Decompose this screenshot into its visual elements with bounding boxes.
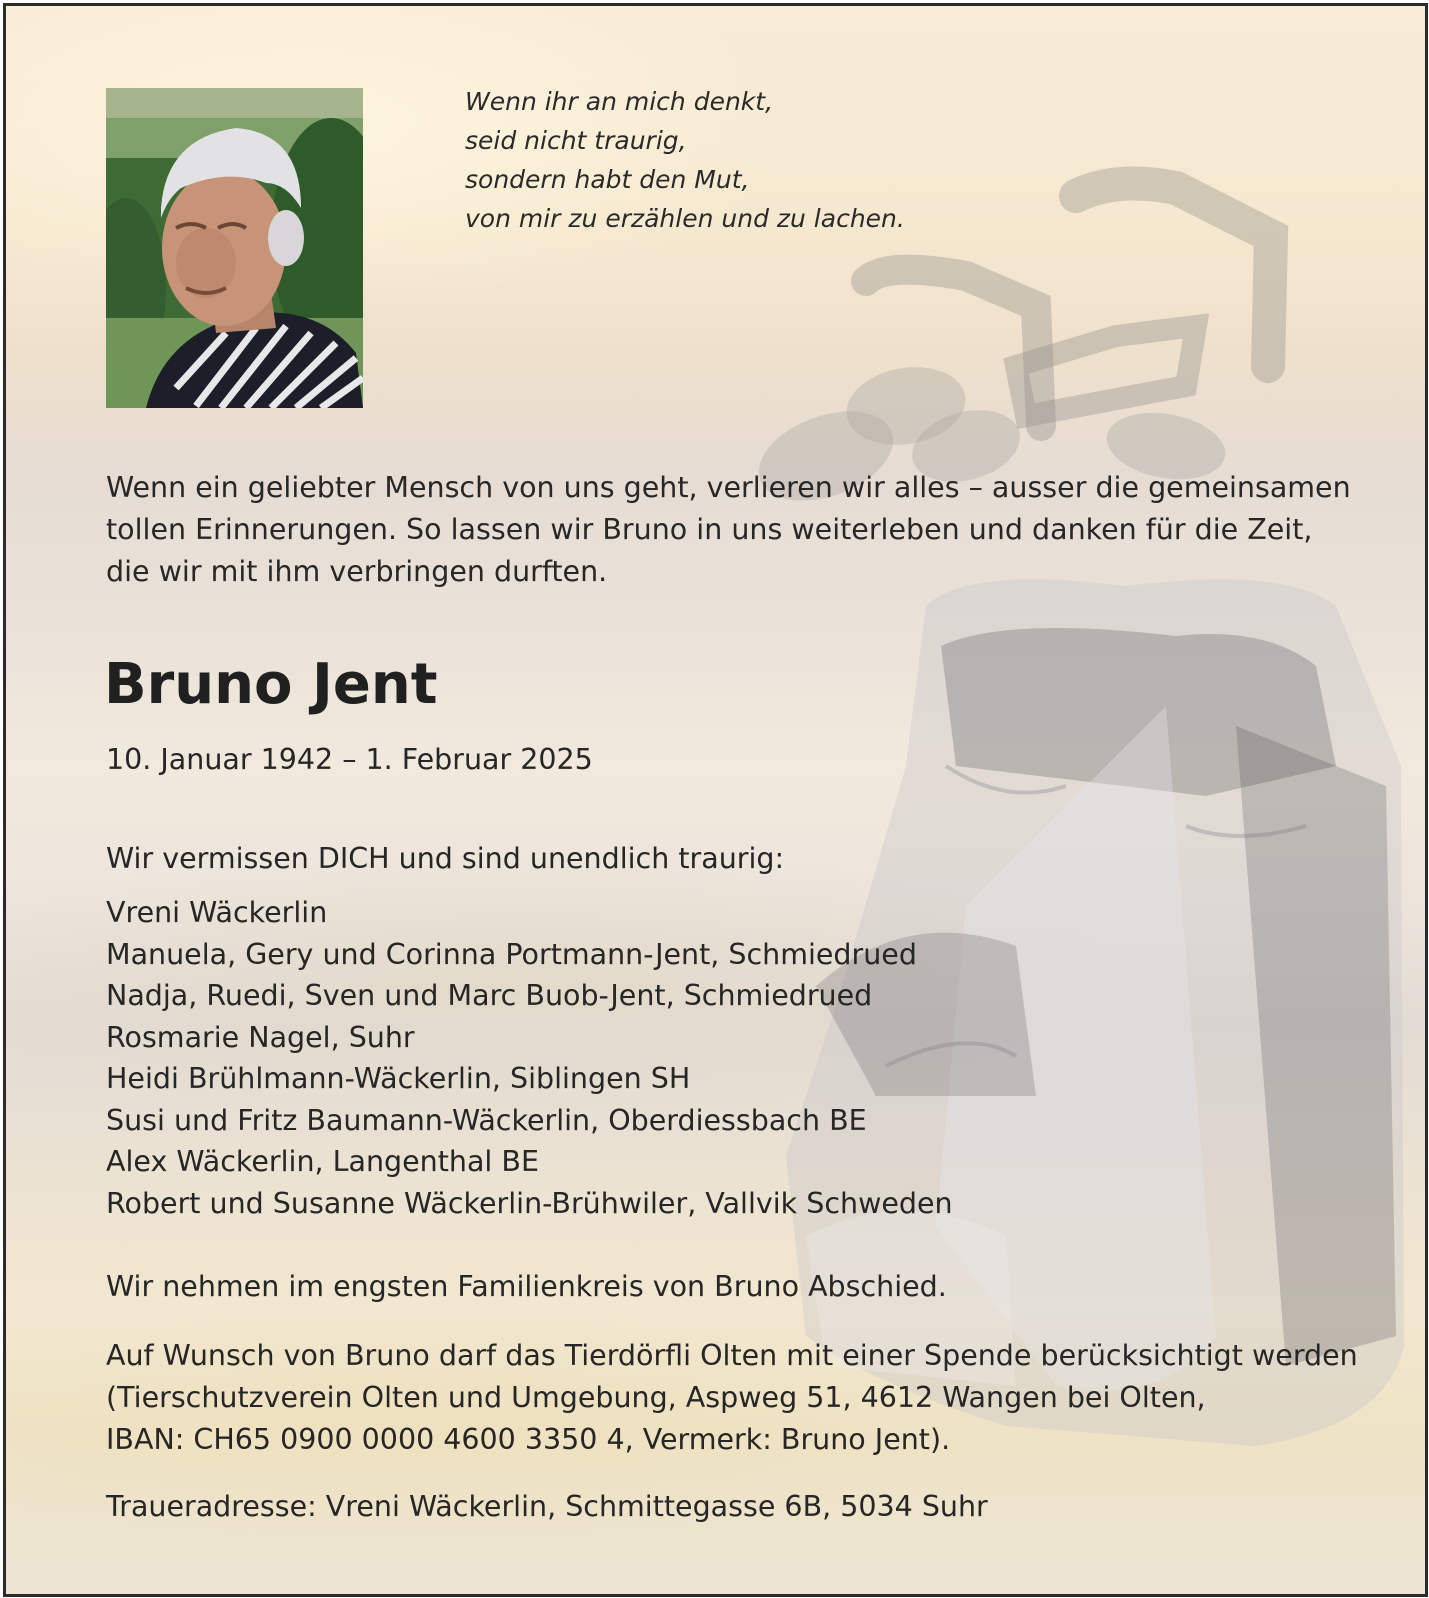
farewell-text: Wir nehmen im engsten Familienkreis von Bruno Abschied. xyxy=(106,1270,947,1303)
donation-line: (Tierschutzverein Olten und Umgebung, Aspweg 51, 4612 Wangen bei Olten, xyxy=(106,1381,1206,1414)
intro-line: Wenn ein geliebter Mensch von uns geht, verlieren wir alles – ausser die gemeinsamen xyxy=(106,471,1351,504)
poem-line: von mir zu erzählen und zu lachen. xyxy=(465,204,905,233)
mourning-address: Traueradresse: Vreni Wäckerlin, Schmittegasse 6B, 5034 Suhr xyxy=(106,1490,988,1523)
mourner-name: Vreni Wäckerlin xyxy=(106,896,328,929)
intro-line: tollen Erinnerungen. So lassen wir Bruno in uns weiterleben und danken für die Zeit, xyxy=(106,513,1313,546)
donation-line: Auf Wunsch von Bruno darf das Tierdörfli Olten mit einer Spende berücksichtigt werden xyxy=(106,1339,1358,1372)
mourner-name: Rosmarie Nagel, Suhr xyxy=(106,1020,415,1054)
mourner-name: Heidi Brühlmann-Wäckerlin, Siblingen SH xyxy=(106,1062,691,1095)
portrait-photo xyxy=(106,88,363,408)
poem-line: Wenn ihr an mich denkt, xyxy=(465,87,774,116)
mourner-name: Robert und Susanne Wäckerlin-Brühwiler, Vallvik Schweden xyxy=(106,1186,953,1220)
mourners-heading: Wir vermissen DICH und sind unendlich traurig: xyxy=(106,842,785,875)
mourner-name: Nadja, Ruedi, Sven und Marc Buob-Jent, Schmiedrued xyxy=(106,979,873,1012)
poem xyxy=(465,82,905,238)
mourner-name: Susi und Fritz Baumann-Wäckerlin, Oberdiessbach BE xyxy=(106,1103,867,1137)
intro-paragraph xyxy=(106,467,1351,593)
deceased-name: Bruno Jent xyxy=(104,652,438,717)
donation-note xyxy=(106,1335,1358,1461)
mourner-name: Manuela, Gery und Corinna Portmann-Jent, Schmiedrued xyxy=(106,937,917,971)
poem-line: sondern habt den Mut, xyxy=(465,165,750,194)
donation-line: IBAN: CH65 0900 0000 4600 3350 4, Vermerk: Bruno Jent). xyxy=(106,1423,951,1456)
poem-line: seid nicht traurig, xyxy=(465,126,687,155)
mourner-name: Alex Wäckerlin, Langenthal BE xyxy=(106,1145,539,1178)
mourners-list xyxy=(106,892,953,1224)
obituary-card xyxy=(3,3,1428,1597)
life-dates: 10. Januar 1942 – 1. Februar 2025 xyxy=(106,743,593,776)
intro-line: die wir mit ihm verbringen durften. xyxy=(106,555,608,588)
